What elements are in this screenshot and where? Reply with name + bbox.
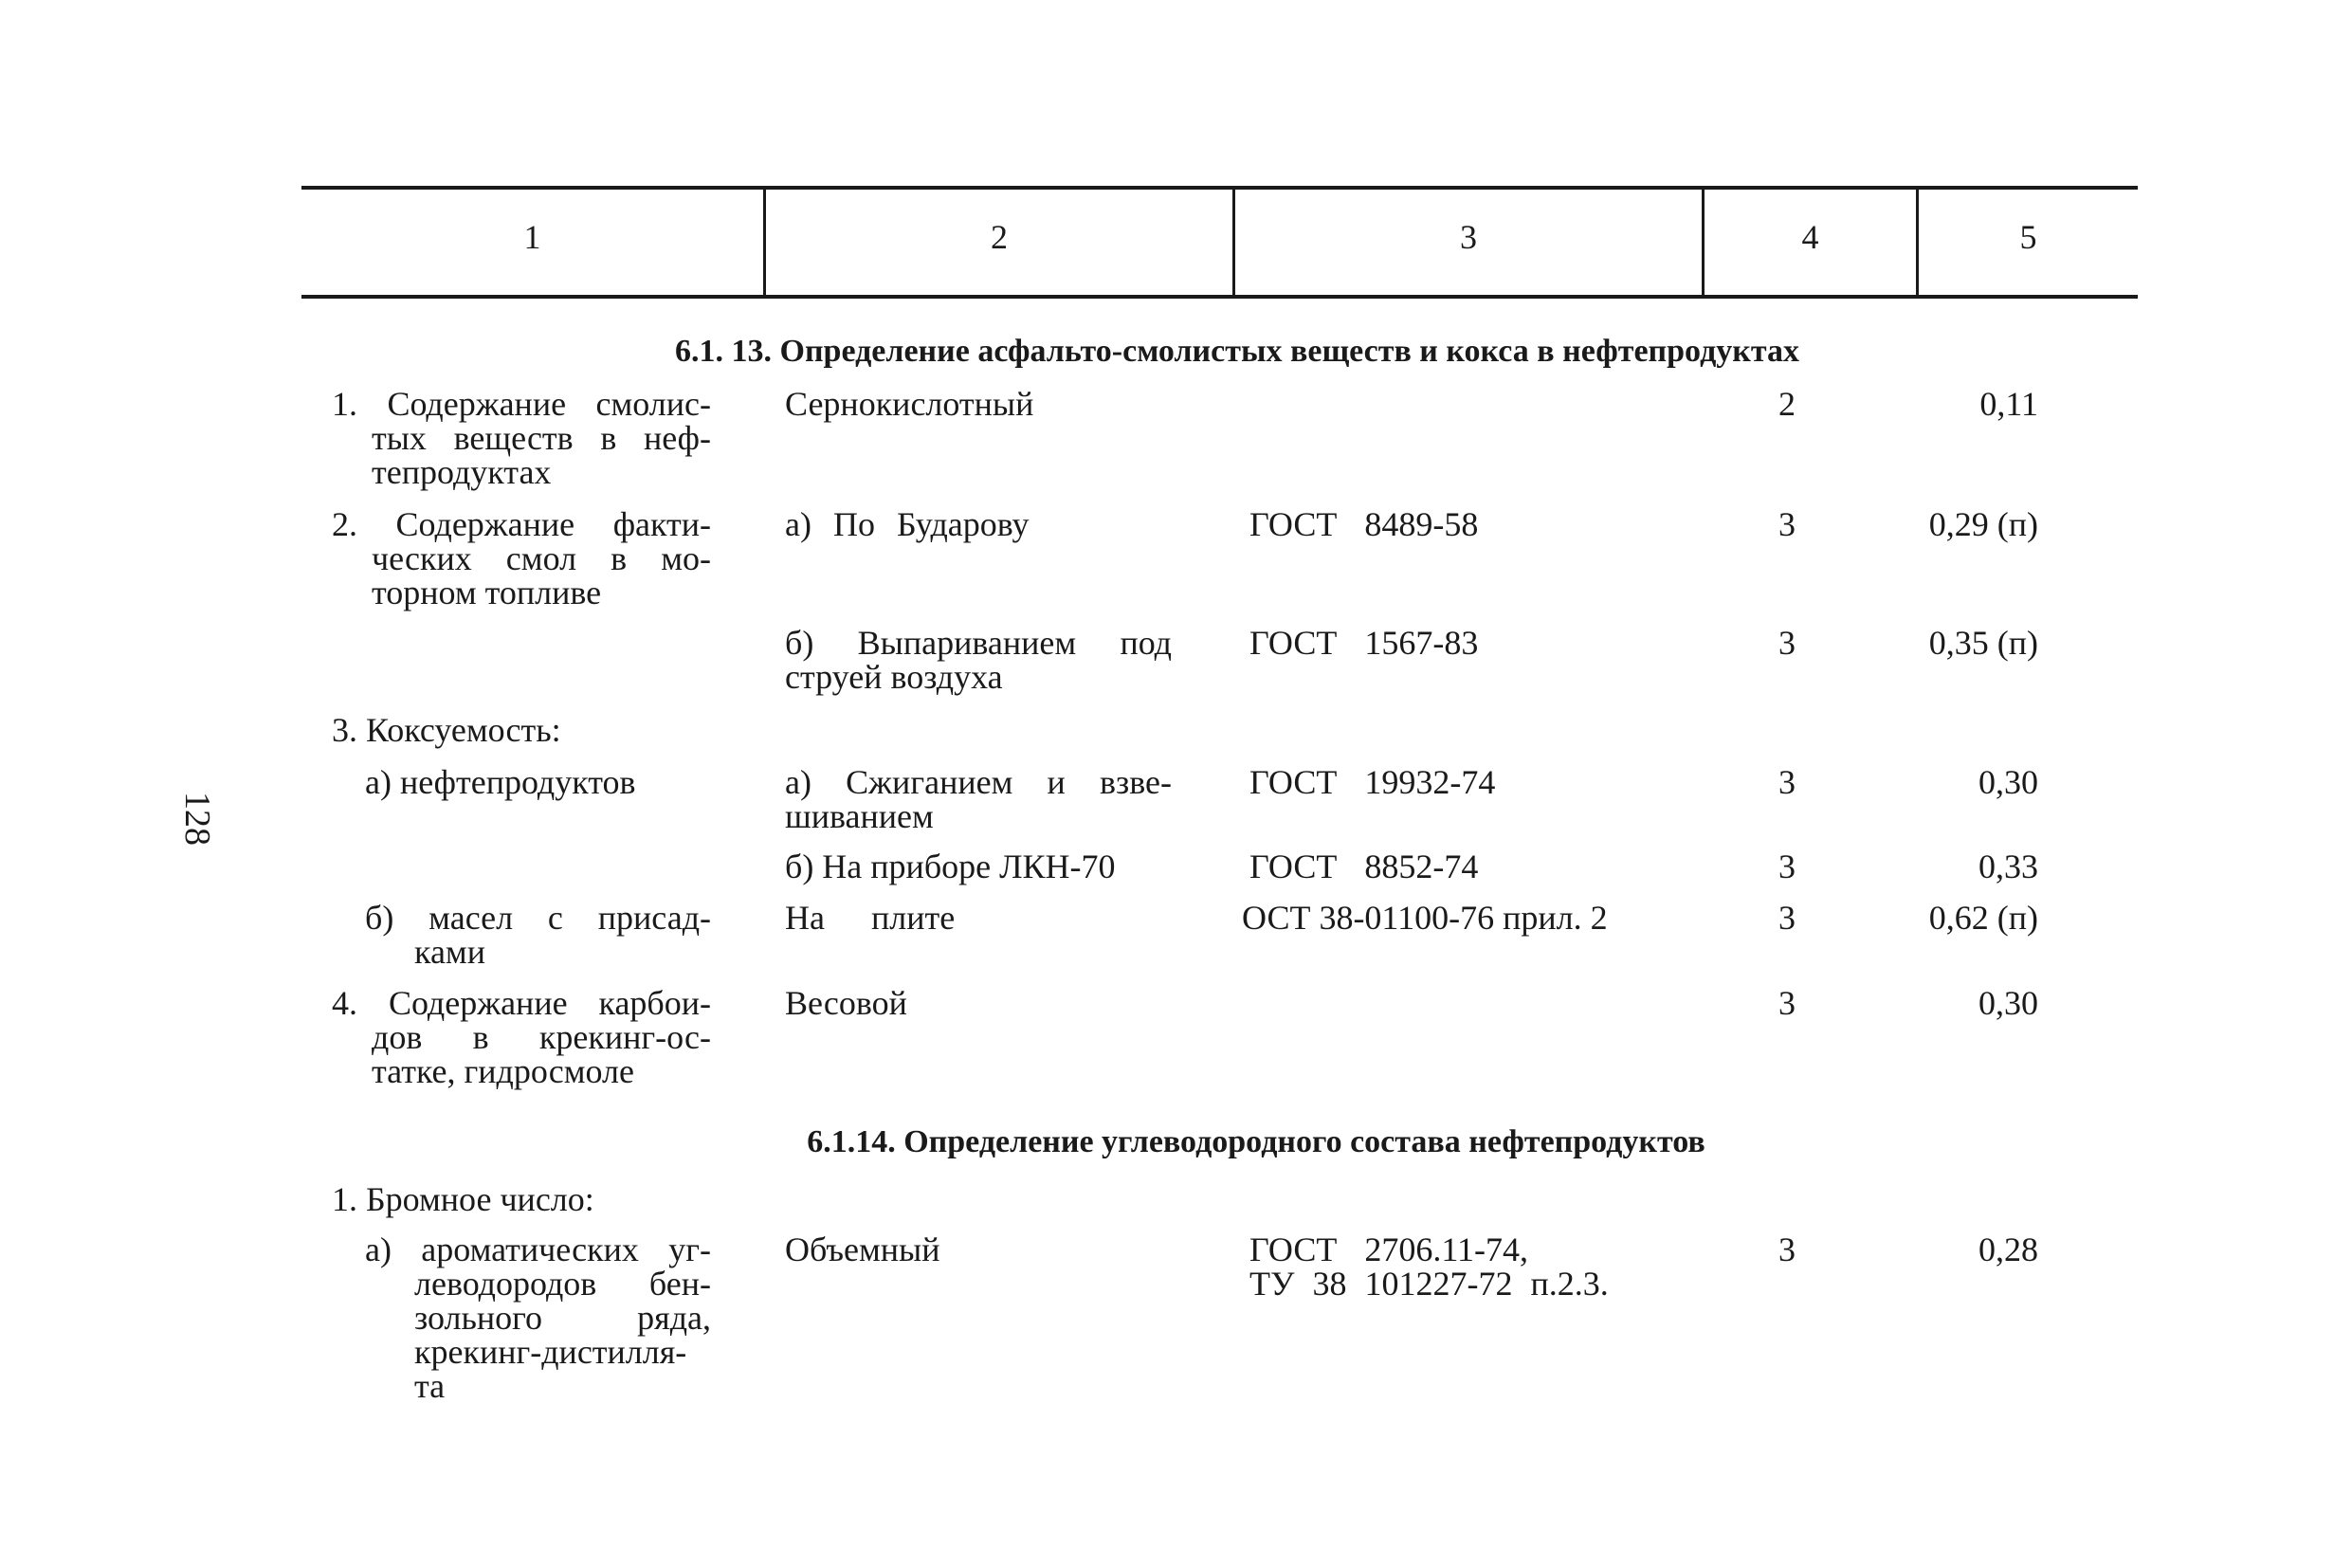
header-bottom-rule [301, 295, 2138, 299]
s13-r5-c4: 3 [1778, 763, 1796, 801]
s13-r2-gost: ГОСТ 8489-58 [1249, 505, 1479, 543]
s13-r6-method: б) На приборе ЛКН-70 [785, 848, 1116, 885]
s13-r4-name: 3. Коксуемость: [332, 711, 561, 749]
s13-r7-c4: 3 [1778, 899, 1796, 937]
s14-r2-gost: ГОСТ 2706.11-74, ТУ 38 101227-72 п.2.3. [1249, 1231, 1609, 1303]
s14-r2-c5: 0,28 [1978, 1231, 2038, 1268]
s13-r8-method: Весовой [785, 984, 907, 1022]
s13-r3-gost: ГОСТ 1567-83 [1249, 624, 1479, 662]
s13-r7-name: б) масел с присад- ками [365, 899, 711, 971]
s13-r6-c5: 0,33 [1978, 848, 2038, 885]
s13-r3-c4: 3 [1778, 624, 1796, 662]
header-col-5: 5 [2019, 218, 2037, 256]
header-col-1: 1 [523, 218, 541, 256]
s14-r1-name: 1. Бромное число: [332, 1180, 594, 1218]
s14-r2-method: Объемный [785, 1231, 940, 1268]
s13-r7-method: На плите [785, 899, 956, 937]
s13-r2-c5: 0,29 (п) [1928, 505, 2038, 543]
section-13-title: 6.1. 13. Определение асфальто-смолистых веществ и кокса в нефтепродуктах [675, 334, 1799, 369]
page-number: 128 [177, 792, 217, 846]
s13-r1-c5: 0,11 [1979, 385, 2038, 423]
s14-r2-c4: 3 [1778, 1231, 1796, 1268]
s13-r5-method: а) Сжиганием и взве- шиванием [785, 763, 1172, 835]
s13-r1-name: 1. Содержание смолис- тых веществ в неф- тепродуктах [332, 385, 711, 491]
s13-r3-c5: 0,35 (п) [1928, 624, 2038, 662]
s13-r8-c4: 3 [1778, 984, 1796, 1022]
s13-r2-c4: 3 [1778, 505, 1796, 543]
s13-r6-gost: ГОСТ 8852-74 [1249, 848, 1479, 885]
s14-r2-name: а) ароматических уг- леводородов бен- зольного ряда, крекинг-дистилля- та [365, 1231, 711, 1405]
s13-r8-name: 4. Содержание карбои- дов в крекинг-ос- татке, гидросмоле [332, 984, 711, 1090]
header-col-4: 4 [1801, 218, 1819, 256]
s13-r5-c5: 0,30 [1978, 763, 2038, 801]
s13-r7-c5: 0,62 (п) [1928, 899, 2038, 937]
s13-r2-method: а) По Бударову [785, 505, 1030, 543]
header-col-3: 3 [1460, 218, 1477, 256]
s13-r1-method: Сернокислотный [785, 385, 1034, 423]
section-14-title: 6.1.14. Определение углеводородного состава нефтепродуктов [807, 1124, 1705, 1159]
s13-r5-gost: ГОСТ 19932-74 [1249, 763, 1496, 801]
s13-r7-gost: ОСТ 38-01100-76 прил. 2 [1242, 899, 1608, 937]
header-col-2: 2 [991, 218, 1008, 256]
s13-r8-c5: 0,30 [1978, 984, 2038, 1022]
s13-r3-method: б) Выпариванием под струей воздуха [785, 624, 1172, 696]
s13-r6-c4: 3 [1778, 848, 1796, 885]
s13-r5-name: а) нефтепродуктов [365, 763, 636, 801]
s13-r1-c4: 2 [1778, 385, 1796, 423]
s13-r2-name: 2. Содержание факти- ческих смол в мо- торном топливе [332, 505, 711, 611]
